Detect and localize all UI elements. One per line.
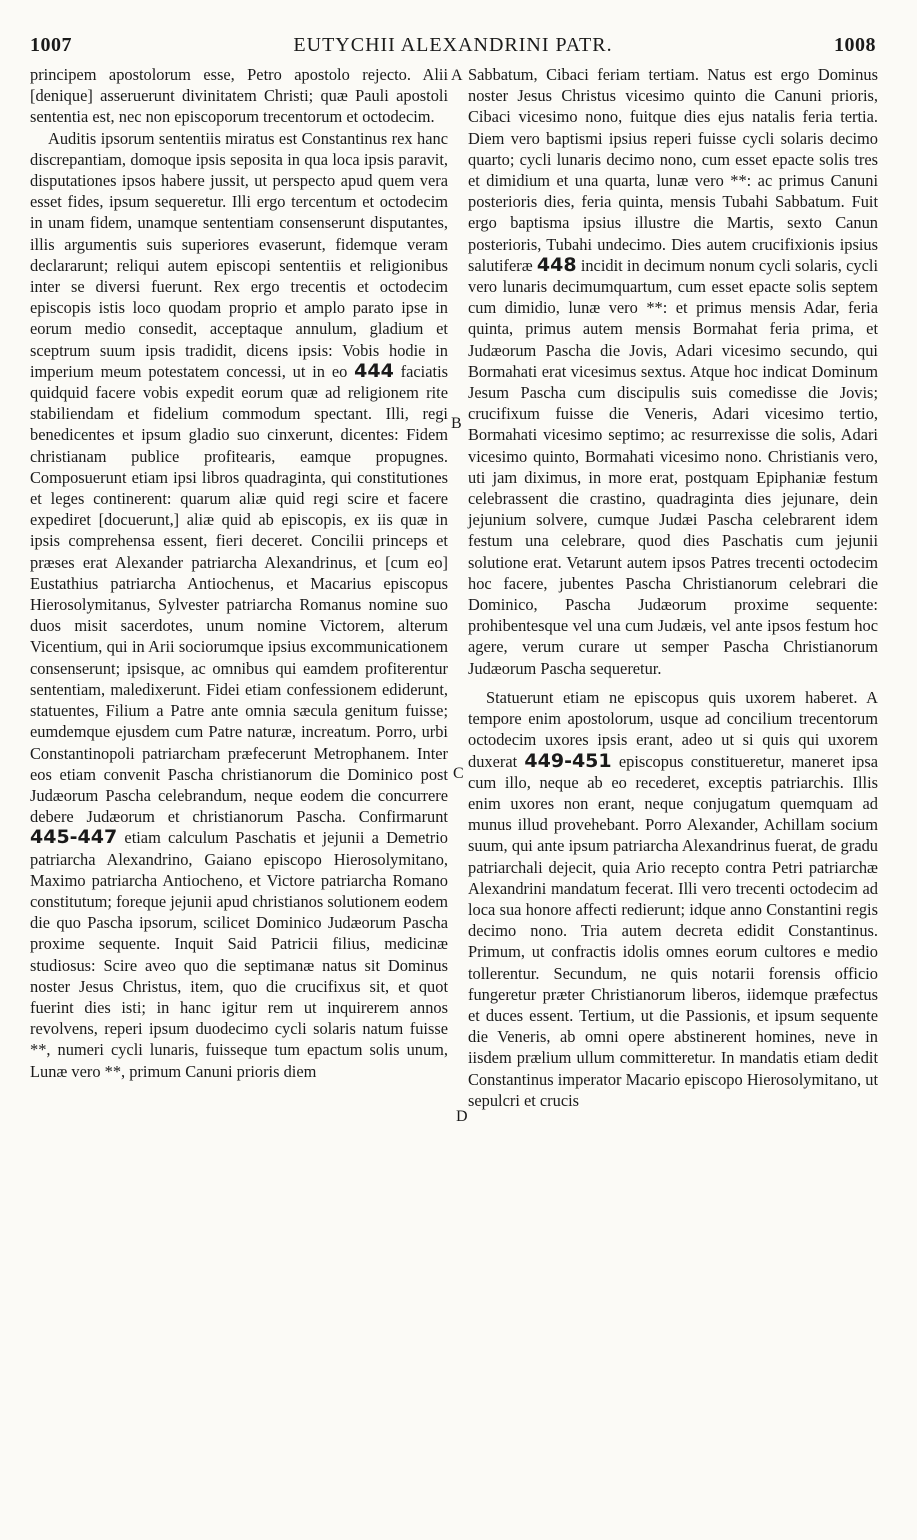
paragraph-text: faciatis quidquid facere vobis expedit eorum quæ ad religionem rite stabiliendam et fidelium commodum spectant. Illi, regi benedicentes et ipsum gladio suo cinxerunt, dicentes: Fidem christianam publice profitearis, eamque propugnes. Composuerunt etiam ipsi libros quadraginta, qui constitutiones et leges continerent: quarum aliæ quid regi scire et facere expediret [docuerunt,] aliæ quid ab episcopis, ex iis quæ in ipsis comprehensa essent, fieri deceret. Concilii princeps et præses erat Alexander patriarcha Alexandrinus, et [cum eo] Eustathius patriarcha Antiochenus, et Macarius episcopus Hierosolymitanus, Sylvester patriarcha Romanus nomine suo duos misit sacerdotes, unum nomine Victorem, alterum Vicentium, qui in Arii sociorumque ipsius excommunicationem consenserunt; ipsisque, ac omnibus qui eamdem profiterentur sententiam, maledixerunt. Fidei etiam confessionem ediderunt, statuentes, Filium a Patre ante omnia sæcula genitum fuisse; eumdemque ejusdem cum Patre naturæ, increatum. Porro, urbi Constantinopoli patriarcham præfecerunt Metrophanem. Inter eos etiam convenit Pascha christianorum die Dominico post Judæorum Pascha celebrandum, neque eodem die concurrere debere Judæorum et christianorum Pascha. Confirmarunt xyxy=(30,361,448,827)
paragraph xyxy=(468,64,878,679)
paragraph: principem apostolorum esse, Petro apostolo rejecto. Alii [denique] asseruerunt divinitatem Christi; quæ Pauli apostoli sententia est, nec non episcoporum trecentorum et octodecim. xyxy=(30,65,448,127)
paragraph-text: incidit in decimum nonum cycli solaris, cycli vero lunaris decimumquartum, cum esset epacte solis septem cum dimidio, lunæ vero **: et primus mensis Adar, feria quinta, primus autem mensis Bormahat feria prima, et Judæorum Pascha die Jovis, Adari vicesimo secundo, qui Bormahati erat vicesimus sextus. Atque hoc indicat Dominum Jesum Pascha cum discipulis suis comedisse die Jovis; crucifixum fuisse die Veneris, Adari vicesimo tertio, Bormahati vicesimo septimo; ac resurrexisse die solis, Adari vicesimo quinto, Bormahati vicesimo nono. Christianis vero, uti jam diximus, in more erat, postquam Epiphaniæ festum celebrassent die crastino, quadraginta dies jejunare, dein jejunium solvere, cumque Judæi Pascha celebrarent idem festum una celebrare, quod dies Paschatis cum jejunii solutione erat. Vetarunt autem ipsos Patres trecenti octodecim hoc facere, jubentes Pascha Christianorum celebrari die Dominico, Pascha Judæorum proxime sequente: prohibentesque vel una cum Judæis, vel ante ipsos festum hoc agere, verum curare ut semper Pascha Christianorum Judæorum Pascha sequeretur. xyxy=(468,255,878,678)
running-title: EUTYCHII ALEXANDRINI PATR. xyxy=(293,34,613,56)
column-number-marker: 448 xyxy=(536,253,577,276)
section-marker-d: D xyxy=(456,1108,468,1125)
paragraph-text: Sabbatum, Cibaci feriam tertiam. Natus est ergo Dominus noster Jesus Christus vicesimo quinto die Canuni prioris, Cibaci vicesimo nono, fuitque dies ejus natalis feria tertia. Diem vero baptismi ipsius reperi fuisse cycli solaris decimo quarto; cycli lunaris decimo nono, cum esset epacte solis tres et dimidium et una quarta, lunæ vero **: ac primus Canuni posterioris dies, feria quinta, mensis Tubahi Sabbatum. Fuit ergo baptisma ipsius illustre die Martis, sexto Canun posterioris, Tubahi undecimo. Dies autem crucifixionis ipsius salutiferæ xyxy=(468,65,878,275)
paragraph-text: episcopus constitueretur, maneret ipsa cum illo, neque ab eo recederet, exceptis patriarchis. Illis enim uxores non erant, neque conjugatum quemquam ad munus illud provehebant. Porro Alexander, Achillam socium suum, qui ante ipsum patriarcha Alexandrinus fuerat, de gradu patriarchali dejecit, quia Ario recepto contra Petri patriarchæ Alexandrini mandatum fecerat. Illi vero trecenti octodecim ad loca sua honore affecti redierunt; idque anno Constantini regis decimo nono. Tria autem decreta edidit Constantinus. Primum, ut confractis idolis omnes eorum cultores e medio tollerentur. Secundum, ne quis notarii forensis officio fungeretur præter Christianorum liberos, iidemque præfectus et duces essent. Tertium, ut die Passionis, et ipsum sequente die Veneris, ab omni opere abstinerent homines, neve in iisdem prælium ullum committeretur. In mandatis etiam dedit Constantinus imperator Macario episcopo Hierosolymitano, ut sepulcri et crucis xyxy=(468,751,878,1110)
column-number-marker: 444 xyxy=(354,359,394,382)
column-number-marker: 449-451 xyxy=(524,749,612,772)
right-column xyxy=(468,64,878,1111)
running-header xyxy=(30,34,876,60)
left-column xyxy=(30,64,448,1082)
paragraph-text: Statuerunt etiam ne episcopus quis uxorem haberet. A tempore enim apostolorum, usque ad concilium trecentorum octodecim uxores ipsis erant, adeo ut si quis qui uxorem duxerat xyxy=(468,687,878,771)
section-marker-a: A xyxy=(451,67,463,84)
page-number-right: 1008 xyxy=(834,34,876,56)
paragraph xyxy=(30,128,448,1082)
page-number-left: 1007 xyxy=(30,34,72,56)
paragraph-text: etiam calculum Paschatis et jejunii a Demetrio patriarcha Alexandrino, Gaiano episcopo Hierosolymitano, Maximo patriarcha Antiocheno, et Victore patriarcha Romano constitutum; foreque jejunii apud christianos solutionem eodem die quo Pascha ipsorum, scilicet Dominico Judæorum Pascha proxime sequente. Inquit Said Patricii filius, medicinæ studiosus: Scire aveo quo die septimanæ natus sit Dominus noster Jesus Christus, item, quo die crucifixus sit, et quot fuerint dies isti; in hanc igitur rem ut inquirerem annos revolvens, reperi ipsum duodecimo cycli solaris natum fuisse **, numeri cycli lunaris, fuisseque tum epactum solis unum, Lunæ vero **, primum Canuni prioris diem xyxy=(30,828,448,1081)
paragraph-text: Auditis ipsorum sententiis miratus est Constantinus rex hanc discrepantiam, domoque ipsis seposita in qua loca ipsis paravit, disputationes ipsos habere jussit, ut perspecto apud quem vera esset fides, ipsum sequeretur. Illi ergo tercentum et octodecim in unam fidem, unamque sententiam consenserunt disputantes, illis argumentis suis superiores evaserunt, fidemque veram declararunt; reliqui autem episcopi sententiis et religionibus inter se diversi fuerunt. Rex ergo trecentis et octodecim episcopis istis loco quodam proprio et amplo parato ipse in eorum medio consedit, acceptaque annulum, gladium et sceptrum suum ipsis tradidit, dicens ipsis: Vobis hodie in imperium meum potestatem concessi, ut in eo xyxy=(30,128,448,381)
section-marker-b: B xyxy=(451,415,462,432)
section-marker-c: C xyxy=(453,765,464,782)
paragraph xyxy=(468,687,878,1111)
column-number-marker: 445-447 xyxy=(30,826,118,849)
